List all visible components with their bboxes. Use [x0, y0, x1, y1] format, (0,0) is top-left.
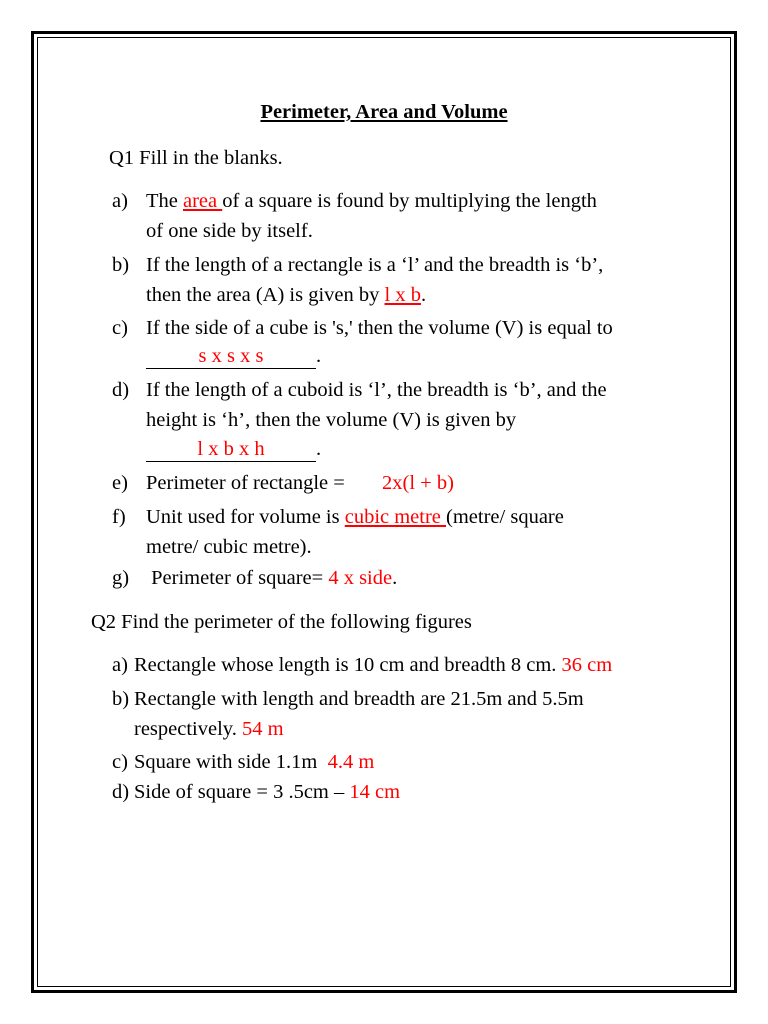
q2-b-line1: Rectangle with length and breadth are 21.5m and 5.5m: [134, 688, 584, 710]
q2-a-line1: Rectangle whose length is 10 cm and breadth 8 cm. 36 cm: [134, 654, 613, 676]
q1-d-line3: l x b x h .: [146, 439, 321, 462]
q1-d-answer: l x b x h: [197, 438, 265, 460]
q1-e-marker: e): [112, 472, 128, 494]
q2-c-line1: Square with side 1.1m 4.4 m: [134, 751, 375, 773]
q1-c-marker: c): [112, 317, 128, 339]
q1-f-marker: f): [112, 506, 126, 528]
q1-e-line1: Perimeter of rectangle =: [146, 472, 345, 494]
q2-b-line2: respectively. 54 m: [134, 718, 284, 740]
q1-b-line2: then the area (A) is given by l x b.: [146, 284, 427, 306]
q1-g-answer: 4 x side: [328, 567, 393, 589]
q1-a-answer: area: [183, 190, 223, 212]
q1-c-line2: s x s x s .: [146, 346, 321, 369]
q2-d-marker: d): [112, 781, 130, 803]
q2-c-marker: c): [112, 751, 128, 773]
q2-a-answer: 36 cm: [561, 654, 613, 676]
q1-d-line1: If the length of a cuboid is ‘l’, the breadth is ‘b’, and the: [146, 379, 607, 401]
q1-heading: Q1 Fill in the blanks.: [109, 147, 283, 169]
q2-b-answer: 54 m: [241, 718, 284, 740]
q1-a-line1: The area of a square is found by multiplying the length: [146, 190, 597, 212]
q2-d-line1: Side of square = 3 .5cm – 14 cm: [134, 781, 401, 803]
q2-b-marker: b): [112, 688, 130, 710]
q1-g-marker: g): [112, 567, 130, 589]
q1-b-marker: b): [112, 254, 130, 276]
q1-c-answer: s x s x s: [198, 345, 264, 367]
q1-f-line2: metre/ cubic metre).: [146, 536, 312, 558]
q1-f-answer: cubic metre: [344, 506, 447, 528]
q2-heading: Q2 Find the perimeter of the following figures: [91, 611, 472, 633]
q1-c-line1: If the side of a cube is 's,' then the volume (V) is equal to: [146, 317, 613, 339]
q2-a-marker: a): [112, 654, 128, 676]
q1-b-answer: l x b: [384, 284, 421, 306]
q1-f-line1: Unit used for volume is cubic metre (metre/ square: [146, 506, 564, 528]
q1-g-line1: Perimeter of square= 4 x side.: [146, 567, 398, 589]
q2-c-answer: 4.4 m: [327, 751, 375, 773]
q1-d-line2: height is ‘h’, then the volume (V) is given by: [146, 409, 517, 431]
page-title: Perimeter, Area and Volume: [260, 101, 508, 123]
q1-a-marker: a): [112, 190, 128, 212]
q1-d-marker: d): [112, 379, 130, 401]
q1-a-line2: of one side by itself.: [146, 220, 313, 242]
q1-e-answer: 2x(l + b): [382, 472, 454, 494]
q2-d-answer: 14 cm: [349, 781, 401, 803]
q1-b-line1: If the length of a rectangle is a ‘l’ and the breadth is ‘b’,: [146, 254, 604, 276]
